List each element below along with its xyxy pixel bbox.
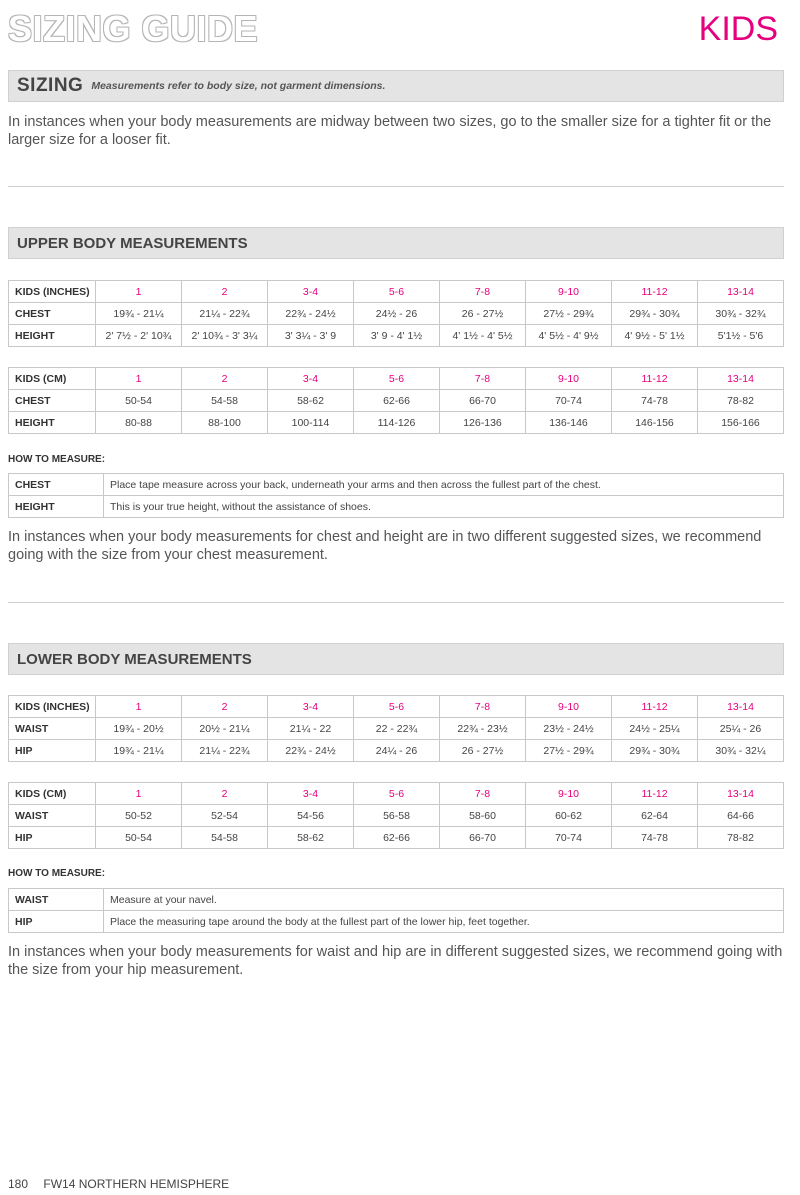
value-cell: 21¼ - 22¾ <box>182 303 268 325</box>
value-cell: 70-74 <box>526 390 612 412</box>
size-cell: 3-4 <box>268 368 354 390</box>
value-cell: 62-64 <box>612 805 698 827</box>
value-cell: 19¾ - 21¼ <box>96 740 182 762</box>
value-cell: 25¼ - 26 <box>698 718 784 740</box>
value-cell: 20½ - 21¼ <box>182 718 268 740</box>
upper-bar <box>8 227 784 259</box>
size-cell: 5-6 <box>354 281 440 303</box>
table-row <box>9 889 784 911</box>
table-row <box>9 496 784 518</box>
value-cell: 54-56 <box>268 805 354 827</box>
table-header-row <box>9 696 784 718</box>
value-cell: 4' 5½ - 4' 9½ <box>526 325 612 347</box>
value-cell: 70-74 <box>526 827 612 849</box>
value-cell: 136-146 <box>526 412 612 434</box>
lower-inches-table <box>8 695 784 762</box>
page-number: 180 <box>8 1177 29 1191</box>
value-cell: 88-100 <box>182 412 268 434</box>
value-cell: 24½ - 25¼ <box>612 718 698 740</box>
table-header-row <box>9 368 784 390</box>
value-cell: 21¼ - 22 <box>268 718 354 740</box>
value-cell: 114-126 <box>354 412 440 434</box>
size-cell: 3-4 <box>268 281 354 303</box>
size-cell: 3-4 <box>268 783 354 805</box>
value-cell: 22¾ - 24½ <box>268 740 354 762</box>
upper-title: UPPER BODY MEASUREMENTS <box>17 234 248 252</box>
row-label: HIP <box>9 827 96 849</box>
value-cell: 19¾ - 21¼ <box>96 303 182 325</box>
measure-label: CHEST <box>9 474 104 496</box>
row-label: CHEST <box>9 303 96 325</box>
value-cell: 50-54 <box>96 390 182 412</box>
table-row <box>9 740 784 762</box>
value-cell: 4' 9½ - 5' 1½ <box>612 325 698 347</box>
size-cell: 9-10 <box>526 783 612 805</box>
measure-text: Place the measuring tape around the body at the fullest part of the lower hip, feet together. <box>104 911 784 933</box>
size-cell: 7-8 <box>440 368 526 390</box>
value-cell: 156-166 <box>698 412 784 434</box>
value-cell: 56-58 <box>354 805 440 827</box>
size-cell: 7-8 <box>440 281 526 303</box>
measure-text: This is your true height, without the assistance of shoes. <box>104 496 784 518</box>
sizing-text: In instances when your body measurements are midway between two sizes, go to the smaller size for a tighter fit or the larger size for a looser fit. <box>8 114 772 148</box>
category-label: KIDS <box>698 10 778 48</box>
divider <box>8 186 784 187</box>
size-cell: 7-8 <box>440 783 526 805</box>
row-label: WAIST <box>9 805 96 827</box>
row-label: HEIGHT <box>9 325 96 347</box>
size-cell: 1 <box>96 696 182 718</box>
value-cell: 74-78 <box>612 390 698 412</box>
value-cell: 66-70 <box>440 827 526 849</box>
measure-text: Measure at your navel. <box>104 889 784 911</box>
sizing-note: Measurements refer to body size, not garment dimensions. <box>91 80 386 92</box>
value-cell: 22¾ - 24½ <box>268 303 354 325</box>
value-cell: 27½ - 29¾ <box>526 740 612 762</box>
value-cell: 2' 7½ - 2' 10¾ <box>96 325 182 347</box>
table-row <box>9 474 784 496</box>
how-to-measure-heading: HOW TO MEASURE: <box>8 868 106 879</box>
size-cell: 3-4 <box>268 696 354 718</box>
value-cell: 100-114 <box>268 412 354 434</box>
value-cell: 146-156 <box>612 412 698 434</box>
lower-how-to-table <box>8 888 784 933</box>
table-row <box>9 805 784 827</box>
how-to-measure-heading: HOW TO MEASURE: <box>8 454 106 465</box>
table-row <box>9 412 784 434</box>
size-cell: 13-14 <box>698 696 784 718</box>
value-cell: 62-66 <box>354 827 440 849</box>
value-cell: 52-54 <box>182 805 268 827</box>
table-header-row <box>9 281 784 303</box>
size-cell: 13-14 <box>698 368 784 390</box>
table-header-label: KIDS (INCHES) <box>9 696 96 718</box>
value-cell: 5'1½ - 5'6 <box>698 325 784 347</box>
table-header-row <box>9 783 784 805</box>
size-cell: 11-12 <box>612 368 698 390</box>
size-cell: 5-6 <box>354 696 440 718</box>
table-header-label: KIDS (INCHES) <box>9 281 96 303</box>
size-cell: 13-14 <box>698 783 784 805</box>
table-header-label: KIDS (CM) <box>9 368 96 390</box>
size-cell: 5-6 <box>354 783 440 805</box>
value-cell: 58-60 <box>440 805 526 827</box>
value-cell: 30¾ - 32¼ <box>698 740 784 762</box>
row-label: WAIST <box>9 718 96 740</box>
size-cell: 11-12 <box>612 696 698 718</box>
table-row <box>9 390 784 412</box>
sizing-title: SIZING <box>17 75 84 96</box>
value-cell: 21¼ - 22¾ <box>182 740 268 762</box>
value-cell: 26 - 27½ <box>440 303 526 325</box>
divider <box>8 602 784 603</box>
row-label: HIP <box>9 740 96 762</box>
value-cell: 23½ - 24½ <box>526 718 612 740</box>
value-cell: 4' 1½ - 4' 5½ <box>440 325 526 347</box>
value-cell: 19¾ - 20½ <box>96 718 182 740</box>
size-cell: 9-10 <box>526 696 612 718</box>
value-cell: 80-88 <box>96 412 182 434</box>
row-label: CHEST <box>9 390 96 412</box>
value-cell: 54-58 <box>182 827 268 849</box>
lower-note: In instances when your body measurements for waist and hip are in different suggested sizes, we recommend going with the size from your hip measurement. <box>8 944 783 978</box>
page-title: SIZING GUIDE <box>8 8 259 49</box>
value-cell: 29¾ - 30¾ <box>612 740 698 762</box>
size-cell: 9-10 <box>526 368 612 390</box>
value-cell: 3' 9 - 4' 1½ <box>354 325 440 347</box>
value-cell: 74-78 <box>612 827 698 849</box>
size-cell: 1 <box>96 783 182 805</box>
measure-label: HEIGHT <box>9 496 104 518</box>
row-label: HEIGHT <box>9 412 96 434</box>
value-cell: 62-66 <box>354 390 440 412</box>
value-cell: 60-62 <box>526 805 612 827</box>
size-cell: 7-8 <box>440 696 526 718</box>
value-cell: 58-62 <box>268 827 354 849</box>
page-footer <box>8 1177 241 1191</box>
upper-cm-table <box>8 367 784 434</box>
lower-title: LOWER BODY MEASUREMENTS <box>17 650 252 668</box>
value-cell: 22 - 22¾ <box>354 718 440 740</box>
value-cell: 64-66 <box>698 805 784 827</box>
size-cell: 13-14 <box>698 281 784 303</box>
upper-note: In instances when your body measurements for chest and height are in two different suggested sizes, we recommend going with the size from your chest measurement. <box>8 529 762 563</box>
size-cell: 5-6 <box>354 368 440 390</box>
value-cell: 26 - 27½ <box>440 740 526 762</box>
value-cell: 126-136 <box>440 412 526 434</box>
value-cell: 50-54 <box>96 827 182 849</box>
value-cell: 54-58 <box>182 390 268 412</box>
size-cell: 2 <box>182 281 268 303</box>
size-cell: 9-10 <box>526 281 612 303</box>
value-cell: 30¾ - 32¾ <box>698 303 784 325</box>
table-row <box>9 303 784 325</box>
size-cell: 2 <box>182 783 268 805</box>
table-row <box>9 827 784 849</box>
table-row <box>9 325 784 347</box>
value-cell: 3' 3¼ - 3' 9 <box>268 325 354 347</box>
value-cell: 27½ - 29¾ <box>526 303 612 325</box>
sizing-bar <box>8 70 784 102</box>
value-cell: 78-82 <box>698 827 784 849</box>
season-label: FW14 NORTHERN HEMISPHERE <box>43 1177 230 1191</box>
table-header-label: KIDS (CM) <box>9 783 96 805</box>
lower-cm-table <box>8 782 784 849</box>
value-cell: 66-70 <box>440 390 526 412</box>
size-cell: 1 <box>96 368 182 390</box>
value-cell: 24½ - 26 <box>354 303 440 325</box>
size-cell: 2 <box>182 696 268 718</box>
lower-bar <box>8 643 784 675</box>
size-cell: 11-12 <box>612 783 698 805</box>
measure-label: WAIST <box>9 889 104 911</box>
upper-how-to-table <box>8 473 784 518</box>
value-cell: 22¾ - 23½ <box>440 718 526 740</box>
value-cell: 24¼ - 26 <box>354 740 440 762</box>
measure-text: Place tape measure across your back, underneath your arms and then across the fullest part of the chest. <box>104 474 784 496</box>
size-cell: 2 <box>182 368 268 390</box>
upper-inches-table <box>8 280 784 347</box>
value-cell: 29¾ - 30¾ <box>612 303 698 325</box>
size-cell: 1 <box>96 281 182 303</box>
table-row <box>9 911 784 933</box>
size-cell: 11-12 <box>612 281 698 303</box>
table-row <box>9 718 784 740</box>
value-cell: 50-52 <box>96 805 182 827</box>
value-cell: 78-82 <box>698 390 784 412</box>
measure-label: HIP <box>9 911 104 933</box>
value-cell: 58-62 <box>268 390 354 412</box>
value-cell: 2' 10¾ - 3' 3¼ <box>182 325 268 347</box>
